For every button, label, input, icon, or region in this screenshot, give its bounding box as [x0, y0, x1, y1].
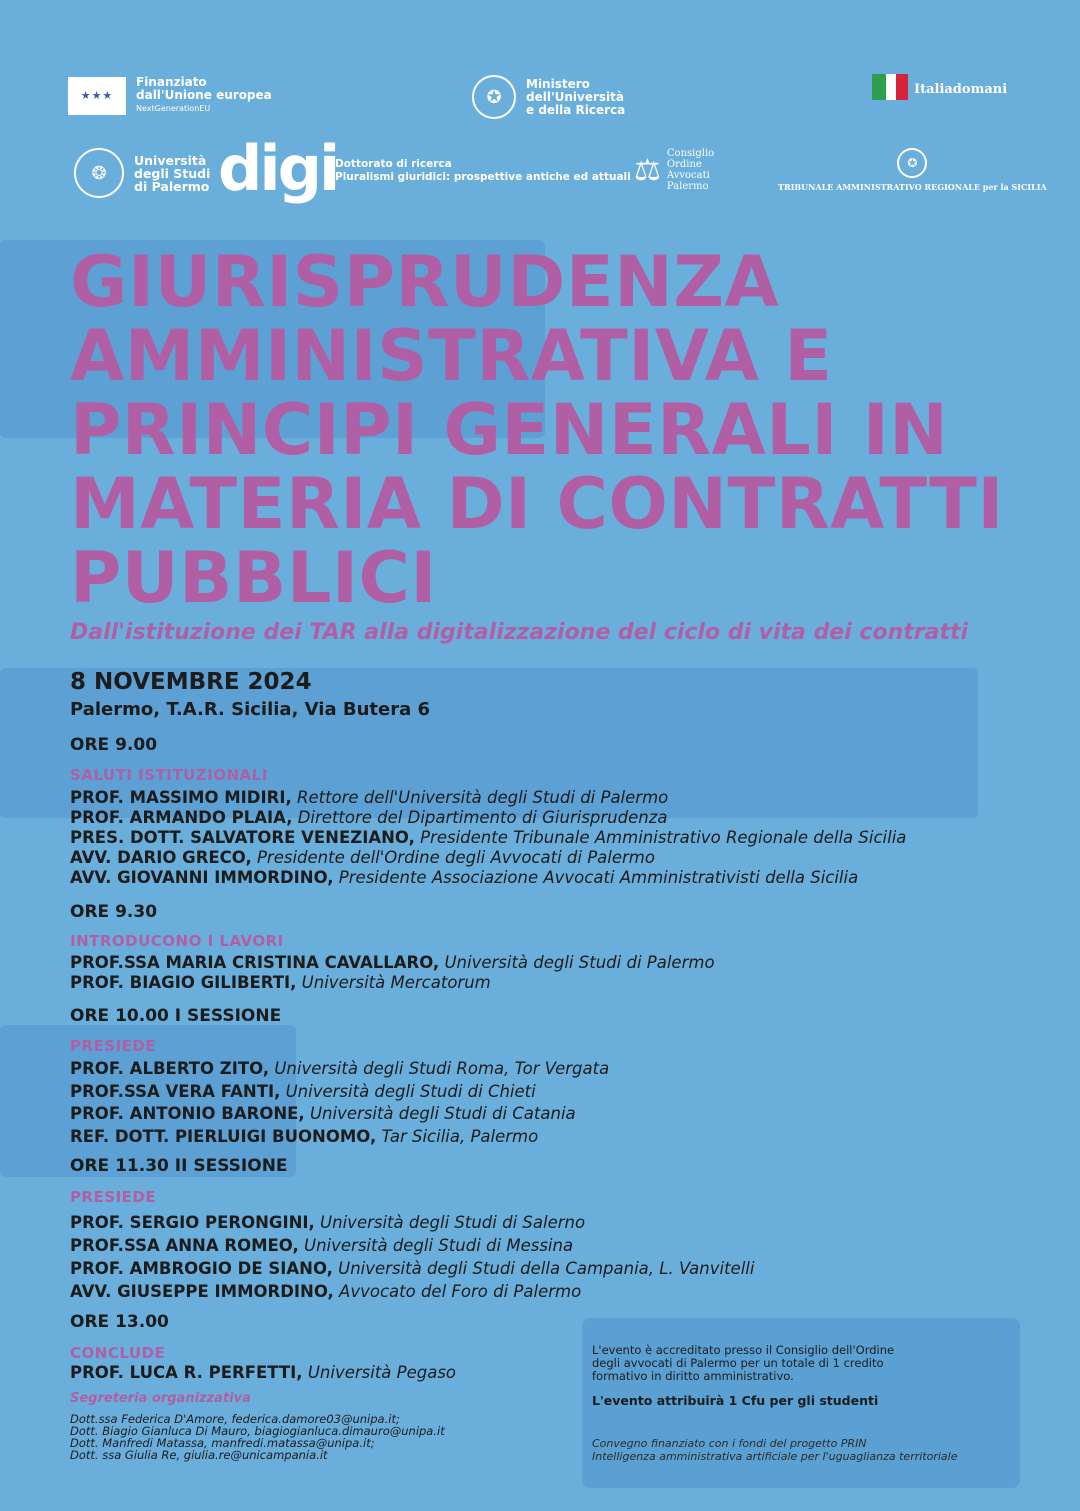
italian-emblem-icon: ✪ — [472, 75, 516, 119]
speaker-list — [70, 953, 715, 993]
speaker-name: AVV. GIUSEPPE IMMORDINO, — [70, 1282, 334, 1301]
speaker-name: PROF. ALBERTO ZITO, — [70, 1059, 270, 1078]
eu-logo-text: Finanziato dall'Unione europea — [136, 75, 272, 102]
time-label: ORE 11.30 II SESSIONE — [70, 1156, 288, 1176]
consiglio-text: Consiglio Ordine Avvocati Palermo — [666, 148, 715, 192]
digi-logo-text: digi — [218, 132, 338, 205]
scales-icon: ⚖ — [634, 152, 661, 188]
speaker-role: Università Mercatorum — [296, 973, 491, 992]
section-label: CONCLUDE — [70, 1344, 166, 1362]
contact-item: Dott.ssa Federica D'Amore, federica.damore03@unipa.it; — [70, 1412, 400, 1426]
speaker-name: PROF.SSA ANNA ROMEO, — [70, 1236, 299, 1255]
speaker-role: Università Pegaso — [302, 1363, 457, 1382]
speaker-item — [70, 848, 906, 868]
ministero-logo — [472, 75, 625, 119]
speaker-list — [70, 1211, 754, 1303]
event-subtitle: Dall'istituzione dei TAR alla digitalizzazione del ciclo di vita dei contratti — [70, 620, 969, 645]
speaker-item — [70, 1257, 754, 1280]
cfu-text: L'evento attribuirà 1 Cfu per gli studenti — [592, 1393, 879, 1408]
eu-flag-icon: ★★★ — [68, 77, 126, 115]
speaker-name: PROF. BIAGIO GILIBERTI, — [70, 973, 297, 992]
speaker-name: PROF.SSA VERA FANTI, — [70, 1081, 281, 1101]
section-label: PRESIEDE — [70, 1188, 157, 1206]
speaker-name: REF. DOTT. PIERLUIGI BUONOMO, — [70, 1126, 377, 1146]
time-label: ORE 13.00 — [70, 1312, 169, 1332]
speaker-name: PROF.SSA MARIA CRISTINA CAVALLARO, — [70, 953, 440, 972]
speaker-item — [70, 1234, 754, 1257]
speaker-name: PROF. MASSIMO MIDIRI, — [70, 788, 292, 807]
speaker-name: PROF. LUCA R. PERFETTI, — [70, 1363, 303, 1382]
event-date: 8 NOVEMBRE 2024 — [70, 669, 312, 695]
italiadomani-logo-text: Italiadomani — [914, 81, 1008, 97]
section-label: SALUTI ISTITUZIONALI — [70, 766, 268, 784]
speaker-role: Presidente dell'Ordine degli Avvocati di Palermo — [251, 848, 655, 867]
speaker-role: Università degli Studi della Campania, L. Vanvitelli — [332, 1259, 755, 1278]
speaker-item — [70, 1211, 754, 1234]
tar-emblem-icon: ✪ — [897, 148, 927, 178]
unipa-seal-icon: ❂ — [74, 148, 124, 198]
eu-logo-subtext: NextGenerationEU — [136, 104, 211, 113]
speaker-item — [70, 828, 906, 848]
speaker-item — [70, 1081, 609, 1104]
speaker-name: PROF. ANTONIO BARONE, — [70, 1104, 305, 1123]
speaker-item — [70, 973, 715, 993]
speaker-name: PROF. ARMANDO PLAIA, — [70, 808, 293, 827]
speaker-name: PROF. AMBROGIO DE SIANO, — [70, 1259, 333, 1278]
dottorato-text: Dottorato di ricerca Pluralismi giuridici: prospettive antiche ed attuali — [335, 158, 631, 183]
speaker-list — [70, 788, 906, 888]
speaker-item — [70, 953, 715, 973]
ministero-logo-text: Ministero dell'Università e della Ricerca — [526, 76, 626, 117]
section-label: PRESIEDE — [70, 1037, 157, 1055]
speaker-role: Presidente Associazione Avvocati Amministrativisti della Sicilia — [333, 868, 859, 887]
speaker-item — [70, 868, 906, 888]
speaker-item — [70, 1103, 609, 1126]
speaker-item — [70, 788, 906, 808]
speaker-item — [70, 1280, 754, 1303]
contact-item: Dott. Manfredi Matassa, manfredi.matassa@unipa.it; — [70, 1436, 375, 1450]
speaker-name: PRES. DOTT. SALVATORE VENEZIANO, — [70, 828, 415, 847]
speaker-name: AVV. DARIO GRECO, — [70, 848, 252, 867]
speaker-role: Direttore del Dipartimento di Giurisprudenza — [292, 808, 668, 827]
speaker-role: Università degli Studi di Salerno — [314, 1213, 586, 1232]
accreditation-text: L'evento è accreditato presso il Consiglio dell'Ordine degli avvocati di Palermo per un totale di 1 credito formativo in diritto amministrativo. — [592, 1343, 895, 1383]
speaker-name: PROF. SERGIO PERONGINI, — [70, 1213, 315, 1232]
italia-flag-icon — [868, 72, 910, 106]
digi-logo — [218, 132, 338, 205]
speaker-item — [70, 1126, 609, 1149]
speaker-list — [70, 1363, 456, 1383]
unipa-logo — [74, 148, 210, 198]
dottorato-label — [335, 158, 631, 184]
speaker-role: Università degli Studi di Chieti — [280, 1081, 536, 1101]
speaker-item — [70, 1058, 609, 1081]
speaker-item — [70, 1363, 456, 1383]
time-label: ORE 9.00 — [70, 735, 158, 755]
consiglio-ordine-logo — [634, 148, 714, 192]
tar-logo — [778, 148, 1047, 192]
unipa-logo-text: Università degli Studi di Palermo — [134, 152, 211, 194]
contact-item: Dott. ssa Giulia Re, giulia.re@unicampania.it — [70, 1448, 328, 1462]
speaker-item — [70, 808, 906, 828]
contact-item: Dott. Biagio Gianluca Di Mauro, biagiogianluca.dimauro@unipa.it — [70, 1424, 445, 1438]
event-place: Palermo, T.A.R. Sicilia, Via Butera 6 — [70, 699, 431, 720]
speaker-role: Presidente Tribunale Amministrativo Regionale della Sicilia — [414, 828, 907, 847]
event-title: GIURISPRUDENZA AMMINISTRATIVA E PRINCIPI GENERALI IN MATERIA DI CONTRATTI PUBBLICI — [70, 241, 1004, 619]
funding-text: Convegno finanziato con i fondi del progetto PRIN Intelligenza amministrativa artificiale per l'uguaglianza territoriale — [592, 1437, 958, 1463]
time-label: ORE 10.00 I SESSIONE — [70, 1006, 282, 1026]
section-label: INTRODUCONO I LAVORI — [70, 932, 284, 950]
time-label: ORE 9.30 — [70, 902, 158, 922]
speaker-role: Università degli Studi di Palermo — [439, 953, 715, 972]
speaker-role: Tar Sicilia, Palermo — [376, 1126, 539, 1146]
segreteria-contacts — [70, 1413, 445, 1461]
italiadomani-logo — [868, 72, 1007, 106]
speaker-role: Rettore dell'Università degli Studi di Palermo — [291, 788, 669, 807]
tar-text: TRIBUNALE AMMINISTRATIVO REGIONALE per la SICILIA — [778, 182, 1047, 192]
speaker-role: Avvocato del Foro di Palermo — [333, 1282, 582, 1301]
speaker-role: Università degli Studi di Catania — [304, 1104, 576, 1123]
speaker-role: Università degli Studi Roma, Tor Vergata — [269, 1059, 610, 1078]
segreteria-label: Segreteria organizzativa — [70, 1391, 251, 1406]
speaker-name: AVV. GIOVANNI IMMORDINO, — [70, 868, 334, 887]
speaker-role: Università degli Studi di Messina — [298, 1236, 574, 1255]
eu-logo — [68, 76, 272, 115]
speaker-list — [70, 1058, 609, 1148]
